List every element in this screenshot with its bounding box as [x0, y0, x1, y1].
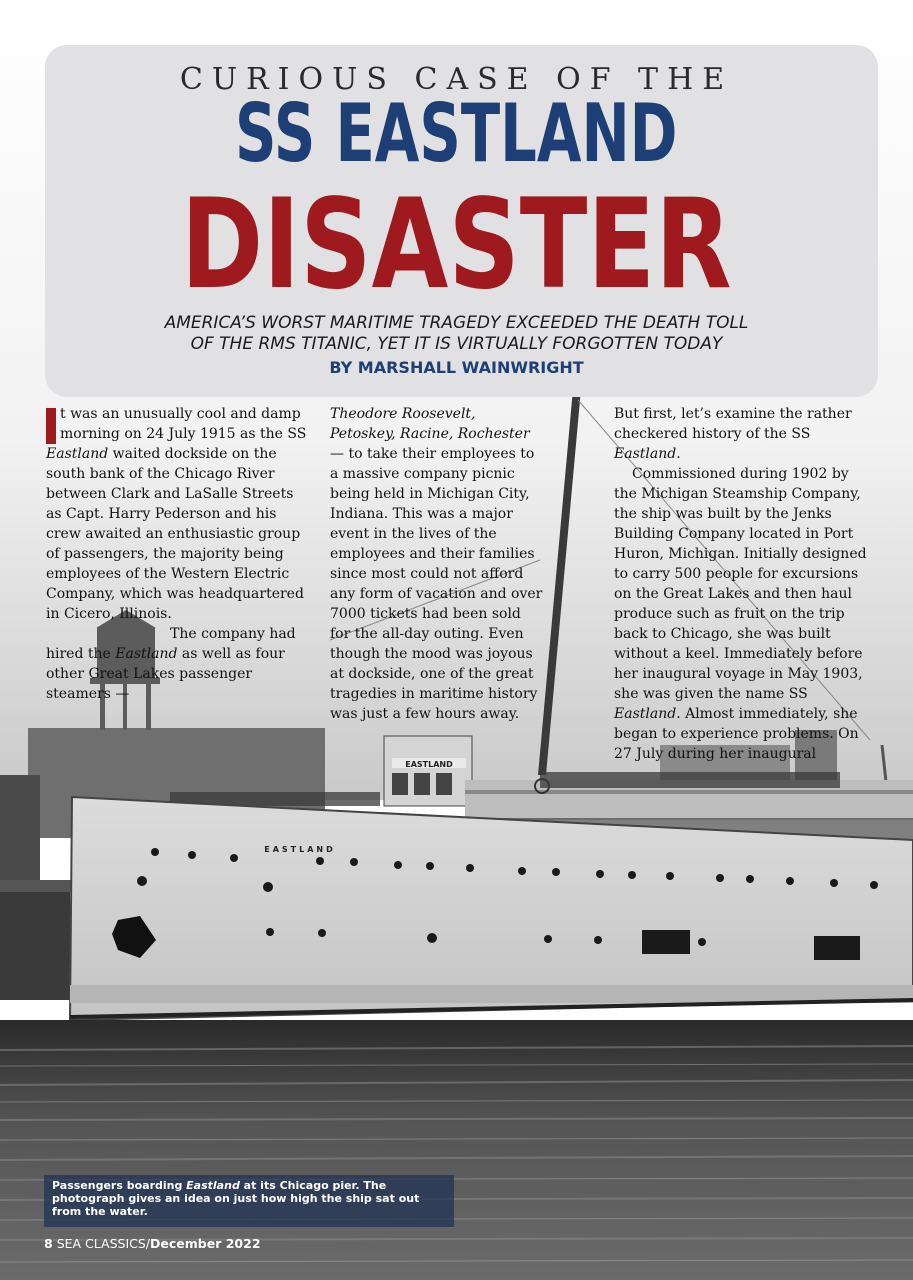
paragraph: Theodore Roosevelt, Petoskey, Racine, Rochester — to take their employees to a massive company picnic being held in Michigan City, Indiana. This was a major event in the lives of the employees and their families since most could not afford any form of vacation and over 7000 tickets had been sold for the all-day outing. Even though the mood was joyous at dockside, one of the great tragedies in maritime history was just a few hours away. [330, 406, 543, 722]
deck-line-2: OF THE RMS TITANIC, YET IT IS VIRTUALLY FORGOTTEN TODAY [190, 334, 723, 354]
article-column-3 [614, 404, 874, 764]
paragraph: t was an unusually cool and damp morning on 24 July 1915 as the SS Eastland waited dockside on the south bank of the Chicago River between Clark and LaSalle Streets as Capt. Harry Pederson and his crew awaited an enthusiastic group of passengers, the majority being employees of the Western Electric Company, which was headquartered in Cicero, Illinois. [46, 406, 307, 622]
article-column-2 [330, 404, 545, 724]
deck-line-1: AMERICA’S WORST MARITIME TRAGEDY EXCEEDED THE DEATH TOLL [164, 313, 749, 333]
paragraph: Commissioned during 1902 by the Michigan Steamship Company, the ship was built by the Jenks Building Company located in Port Huron, Michigan. Initially designed to carry 500 people for excursions on the Great Lakes and then haul produce such as fruit on the trip back to Chicago, she was built without a keel. Immediately before her inaugural voyage in May 1903, she was given the name SS Eastland. Almost immediately, she began to experience problems. On 27 July during her inaugural [614, 466, 867, 762]
issue-date: December 2022 [150, 1236, 261, 1251]
dropcap-bar [46, 408, 56, 444]
hull-nameplate: EASTLAND [264, 845, 336, 854]
cabin-nameboard: EASTLAND [405, 760, 453, 769]
page-folio [44, 1236, 261, 1251]
publication-name: SEA CLASSICS/ [56, 1236, 151, 1251]
paragraph: But first, let’s examine the rather checkered history of the SS Eastland. [614, 406, 852, 462]
headline-ss-eastland: SS EASTLAND [235, 87, 678, 180]
subheading-deck [0, 313, 913, 355]
paragraph: The company had hired the Eastland as well as four other Great Lakes passenger steamers — [46, 626, 296, 702]
byline: BY MARSHALL WAINWRIGHT [329, 358, 584, 377]
photo-caption: Passengers boarding Eastland at its Chicago pier. The photograph gives an idea on just how high the ship sat out from the water. [44, 1175, 454, 1227]
article-column-1 [46, 404, 311, 704]
headline-disaster: DISASTER [181, 173, 732, 317]
kicker-title: CURIOUS CASE OF THE [179, 62, 734, 97]
page-number: 8 [44, 1236, 53, 1251]
